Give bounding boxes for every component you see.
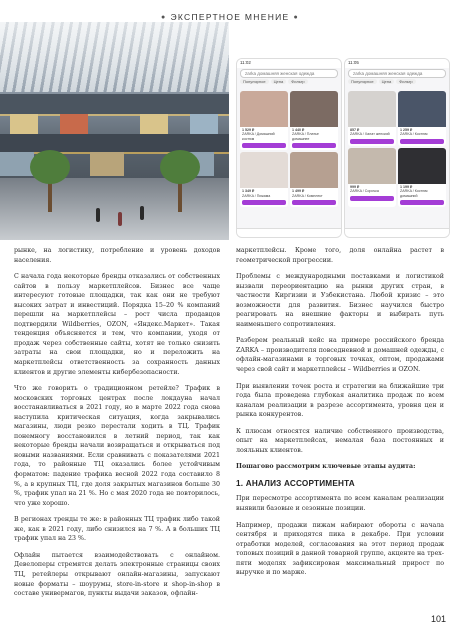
product-grid (345, 88, 449, 208)
product-image (240, 91, 288, 127)
product-image (348, 148, 396, 184)
product-card (290, 91, 338, 150)
product-image (398, 148, 446, 184)
paragraph: Что же говорить о традиционном ретейле? Трафик в московских торговых центрах после локдауна начал восстанавливаться в 2021 году, но в марте 2022 года снова наступила критическая ситуация, когда закрывались магазины, люди резко перестали ходить в ТЦ. Трафик понемногу восстановился в летний период, так как некоторые бренды начали возвращаться и открываться под новыми названиями. Если сравнивать с показателями 2021 года, то районные ТЦ оказались более устойчивым форматом: падение трафика весной 2022 года составило 8 %, а в крупных ТЦ, где доля закрытых магазинов больше 30 %, трафик упал на 21 %. Но с мая 2020 года не повторилось, что уже хорошо. (14, 385, 220, 507)
product-image (398, 91, 446, 127)
tab-price: Цена (271, 79, 287, 84)
cart-button (350, 196, 394, 201)
search-field: zarka домашняя женская одежда (348, 69, 446, 78)
paragraph: При выявлении точек роста и стратегии на ближайшие три года была проведена глубокая аналитика продаж по всем каналам реализации в разрезе ассортимента, уровня цен и рынка конкурентов. (236, 382, 444, 419)
product-price: 1 259 ₽ (400, 128, 413, 132)
tree (30, 150, 70, 184)
tab-filter: Фильтр (396, 79, 415, 84)
shop-front (90, 152, 124, 176)
search-field: zarka домашняя женская одежда (240, 69, 338, 78)
paragraph: При пересмотре ассортимента по всем каналам реализации выявили базовые и сезонные позиции. (236, 495, 444, 513)
tab-filter: Фильтр (288, 79, 307, 84)
left-text-column (14, 246, 220, 606)
shopper (118, 212, 122, 226)
tab-popular: Популярное (240, 79, 269, 84)
paragraph: Офлайн пытается взаимодействовать с онлайном. Девелоперы стремятся делать электронные страницы своих ТЦ, ретейлеры открывают онлайн-магазины, запускают новые форматы – шоурумы, store-in-store и shop-in-shop в составе универмагов, пункты выдачи заказов, офлайн- (14, 551, 220, 598)
bullet-dot-left: ● (160, 14, 167, 21)
product-image (290, 152, 338, 188)
paragraph: В регионах тренды те же: в районных ТЦ трафик либо такой же, как в 2021 году, либо снизился на 7 %. А в больших ТЦ трафик упал на 23 %. (14, 516, 220, 543)
shopper (96, 208, 100, 222)
shop-front (0, 152, 34, 176)
marketplace-screenshot-2 (344, 58, 450, 238)
lower-gallery (0, 134, 229, 154)
product-price: 857 ₽ (350, 128, 360, 132)
marketplace-screenshot-1 (236, 58, 342, 238)
cart-button (350, 139, 394, 144)
product-price: 1 529 ₽ (242, 128, 255, 132)
cart-button (242, 143, 286, 148)
shop-front (140, 114, 168, 134)
section-heading: 1. АНАЛИЗ АССОРТИМЕНТА (236, 478, 355, 488)
shopper (140, 206, 144, 220)
product-price: 1 349 ₽ (242, 189, 255, 194)
product-title: ZARKA / Домашний костюм (242, 132, 275, 141)
shop-front (60, 114, 88, 134)
product-price: 1 199 ₽ (400, 184, 413, 189)
cart-button (400, 200, 444, 205)
status-bar: 11:02 (237, 59, 341, 68)
tab-popular: Популярное (348, 79, 377, 84)
paragraph: рынке, на логистику, потребление и уровень доходов населения. (14, 247, 220, 264)
cart-button (400, 139, 444, 144)
cart-button (242, 200, 286, 205)
mall-photo (0, 22, 229, 240)
atrium-floor (0, 178, 229, 240)
page-number: 101 (430, 614, 446, 624)
product-card (348, 91, 396, 146)
bottom-nav (345, 228, 449, 237)
product-card (240, 152, 288, 207)
product-card (398, 148, 446, 207)
cart-button (292, 200, 336, 205)
product-price: 1 499 ₽ (292, 189, 305, 194)
product-image (290, 91, 338, 127)
filter-tabs (240, 79, 338, 87)
tree (160, 150, 200, 184)
product-price: 999 ₽ (350, 184, 360, 189)
product-title: ZARKA / Сорочка (350, 189, 379, 194)
bullet-dot-right: ● (293, 14, 300, 21)
product-title: ZARKA / Костюм домашний (400, 189, 428, 198)
product-grid (237, 88, 341, 208)
product-image (348, 91, 396, 127)
product-card (348, 148, 396, 207)
paragraph: С начала года некоторые бренды отказались от собственных сайтов в пользу маркетплейсов. Бизнес все чаще интересуют готовые площадки, так как они не требуют высоких затрат и инвестиций. Порядка 15–20 % компаний перешли на маркетплейсы – рост числа продавцов подтвердили Wildberries, OZON, «Яндекс.Маркет». Такая тенденция объясняется и тем, что компании, уходя от продаж через собственные сайты, хотят не только снизить затраты на свои площадки, но и переложить на маркетплейсы ответственность за сохранность данных клиентов и другие элементы кибербезопасности. (14, 273, 220, 376)
roof-glare (0, 22, 229, 92)
bottom-nav (237, 228, 341, 237)
section-header (0, 12, 460, 22)
product-card (240, 91, 288, 150)
upper-gallery (0, 94, 229, 116)
product-title: ZARKA / Комплект (292, 193, 323, 198)
product-price: 1 440 ₽ (292, 128, 305, 132)
paragraph: маркетплейсы. Кроме того, доля онлайна растет в геометрической прогрессии. (236, 247, 444, 264)
product-title: ZARKA / Халат женский (350, 132, 390, 137)
shop-front (10, 114, 38, 134)
right-text-column (236, 246, 444, 585)
paragraph: К плюсам относятся наличие собственного производства, опыт на маркетплейсах, немалая база постоянных и лояльных клиентов. (236, 427, 444, 454)
product-title: ZARKA / Костюм (400, 132, 428, 137)
paragraph: Разберем реальный кейс на примере российского бренда ZARKA – производителя повседневной и домашней одежды, с офлайн-магазинами в торговых точках, оптом, продажами через свой сайт и маркетплейсы – Wildberries и OZON. (236, 337, 444, 374)
paragraph: Например, продажи пижам набирают обороты с начала сентября и приходятся пика в декабре. При условии отработки моделей, согласования на этот период продаж топовых позиций в данной товарной группе, акценте на трех-пяти моделях зафиксирован максимальный прирост по выручке и по марже. (236, 521, 444, 577)
filter-tabs (348, 79, 446, 87)
cart-button (292, 143, 336, 148)
audit-steps-intro: Пошагово рассмотрим ключевые этапы аудита: (236, 463, 416, 471)
status-bar: 11:05 (345, 59, 449, 68)
paragraph: Проблемы с международными поставками и логистикой вызвали переориентацию на рынки других стран, в частности Киргизии и Узбекистана. Любой кризис – это возможности для развития. Бизнес научился быстро реагировать на внешние факторы и выбирать путь наименьшего сопротивления. (236, 273, 444, 328)
product-card (290, 152, 338, 207)
section-title: ЭКСПЕРТНОЕ МНЕНИЕ (170, 12, 290, 22)
shop-front (190, 114, 218, 134)
product-card (398, 91, 446, 146)
product-image (240, 152, 288, 188)
product-title: ZARKA / Пижама (242, 193, 271, 198)
product-title: ZARKA / Платье домашнее (292, 132, 319, 141)
tab-price: Цена (379, 79, 395, 84)
